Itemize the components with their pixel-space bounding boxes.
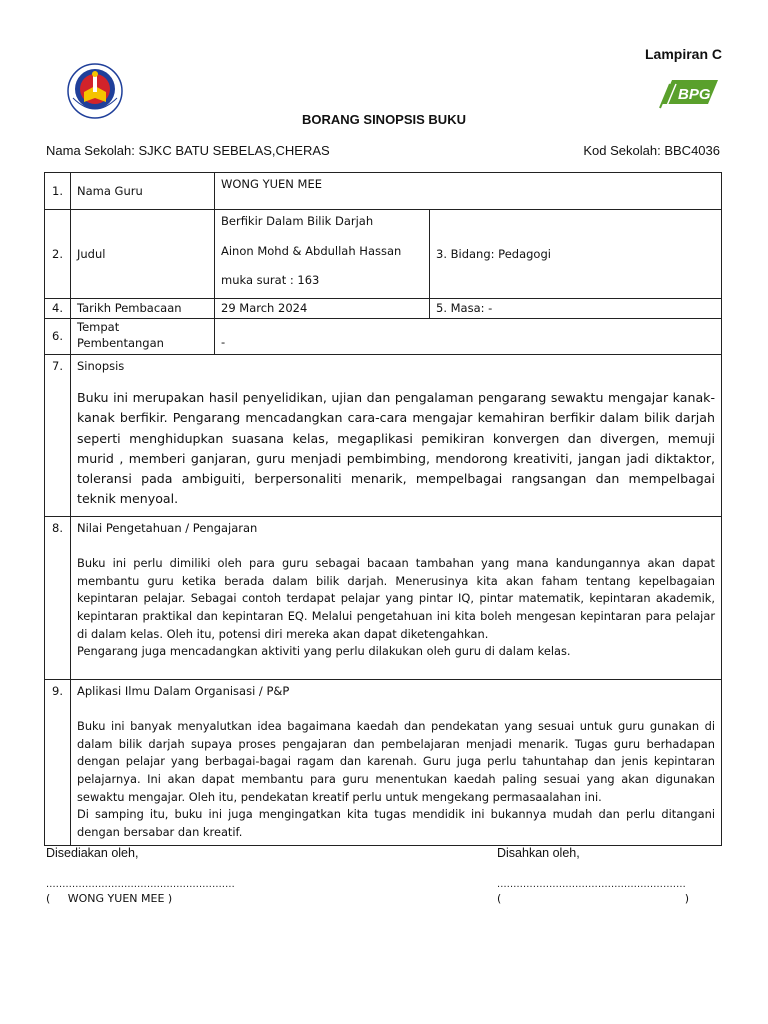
- approver-name: [497, 892, 689, 905]
- field-label: Nilai Pengetahuan / Pengajaran: [77, 521, 258, 536]
- row-aplikasi: [45, 680, 722, 845]
- field-value: -: [215, 318, 722, 354]
- label-line: Pembentangan: [77, 336, 164, 351]
- field-value: WONG YUEN MEE: [215, 173, 722, 210]
- field-masa: 5. Masa: -: [430, 299, 722, 319]
- preparer-name: ( WONG YUEN MEE ): [46, 892, 173, 905]
- school-name: Nama Sekolah: SJKC BATU SEBELAS,CHERAS: [46, 143, 330, 158]
- row-number: 4.: [45, 299, 71, 319]
- nilai-cell: [71, 517, 722, 680]
- row-number: 9.: [45, 680, 71, 845]
- row-tarikh: [45, 299, 722, 319]
- paren-close: ): [684, 892, 689, 905]
- row-nilai: [45, 517, 722, 680]
- field-value: 29 March 2024: [215, 299, 430, 319]
- school-info-row: [46, 143, 720, 158]
- field-label: Nama Guru: [71, 173, 215, 210]
- book-pages: muka surat : 163: [221, 273, 320, 288]
- svg-text:BPG: BPG: [678, 86, 711, 103]
- field-label: Judul: [71, 210, 215, 299]
- book-authors: Ainon Mohd & Abdullah Hassan: [221, 243, 402, 258]
- row-tempat: [45, 318, 722, 354]
- paren-open: (: [497, 892, 502, 905]
- row-number: 6.: [45, 318, 71, 354]
- field-label: Aplikasi Ilmu Dalam Organisasi / P&P: [77, 684, 290, 699]
- field-bidang: 3. Bidang: Pedagogi: [430, 210, 722, 299]
- aplikasi-text-2: Di samping itu, buku ini juga mengingatkan kita tugas mendidik ini bukannya mudah dan perlu ditangani dengan bersabar dan kreatif.: [77, 807, 716, 839]
- approved-by-label: Disahkan oleh,: [497, 846, 580, 860]
- label-line: Tempat: [77, 319, 120, 334]
- nilai-text-2: Pengarang juga mencadangkan aktiviti yang perlu dilakukan oleh guru di dalam kelas.: [77, 644, 571, 659]
- sinopsis-text: Buku ini merupakan hasil penyelidikan, ujian dan pengalaman pengarang sewaktu mengajar kanak-kanak berfikir. Pengarang mencadangkan cara-cara mengajar kemahiran berfikir dalam bilik darjah seperti menghidupkan suasana kelas, megaplikasi pemikiran konvergen dan divergen, memuji murid , memberi ganjaran, guru menjadi pembimbing, mendorong kreativiti, jangan jadi diktaktor, toleransi pada ambiguiti, berpersonaliti menarik, mempelbagai rangsangan dan mempelbagai teknik menyoal.: [77, 390, 716, 507]
- prepared-by-block: [46, 846, 235, 905]
- row-sinopsis: [45, 354, 722, 517]
- prepared-by-label: Disediakan oleh,: [46, 846, 139, 860]
- bpg-logo-icon: [658, 74, 722, 110]
- field-label: Tarikh Pembacaan: [71, 299, 215, 319]
- field-label: Sinopsis: [77, 358, 125, 373]
- aplikasi-text: Buku ini banyak menyalutkan idea bagaimana kaedah dan pendekatan yang sesuai untuk guru gunakan di dalam bilik darjah supaya proses pengajaran dan pembelajaran menjadi menarik. Tugas guru berhadapan dengan pelajar yang berbagai-bagai ragam dan karenah. Guru juga perlu tahuntahap dan jenis kepintaran pelajarnya. Ini akan dapat membantu para guru menentukan kaedah paling sesuai yang akan digunakan sewaktu mengajar. Oleh itu, pendekatan kreatif perlu untuk mengekang permasaalahan ini.: [77, 718, 716, 804]
- field-value: [215, 210, 430, 299]
- sinopsis-cell: [71, 354, 722, 517]
- aplikasi-cell: [71, 680, 722, 845]
- row-judul: [45, 210, 722, 299]
- row-number: 7.: [45, 354, 71, 517]
- synopsis-form-table: [44, 172, 722, 846]
- form-title: BORANG SINOPSIS BUKU: [302, 112, 466, 127]
- signature-line: ..........................................................: [497, 878, 686, 890]
- row-nama-guru: [45, 173, 722, 210]
- row-number: 8.: [45, 517, 71, 680]
- row-number: 1.: [45, 173, 71, 210]
- nilai-text: Buku ini perlu dimiliki oleh para guru sebagai bacaan tambahan yang mana kandungannya akan dapat membantu guru ketika berada dalam bilik darjah. Menerusinya kita akan faham tentang kepelbagaian kepintaran pelajar. Sebagai contoh terdapat pelajar yang pintar IQ, pintar matematik, kepintaran akademik, kepintaran praktikal dan kepintaran EQ. Melalui pengetahuan ini kita boleh mengesan kepintaran para pelajar di dalam kelas. Oleh itu, potensi diri mereka akan dapat diketengahkan.: [77, 555, 716, 641]
- book-title: Berfikir Dalam Bilik Darjah: [221, 214, 374, 228]
- signature-line: ..........................................................: [46, 878, 235, 890]
- approved-by-block: [497, 846, 689, 905]
- lampiran-label: Lampiran C: [644, 46, 722, 62]
- row-number: 2.: [45, 210, 71, 299]
- field-label: [71, 318, 215, 354]
- school-code: Kod Sekolah: BBC4036: [583, 143, 720, 158]
